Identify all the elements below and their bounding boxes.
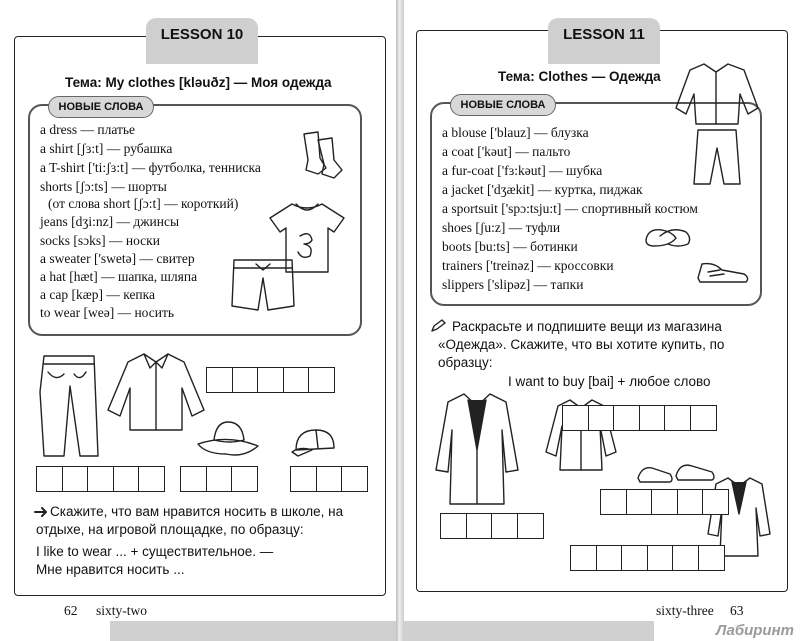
- vocab-word: a sportsuit ['spɔ:tsju:t] — спортивный костюм: [442, 201, 698, 216]
- arrow-icon: [34, 507, 48, 517]
- vocab-word: a hat [hæt] — шапка, шляпа: [40, 269, 198, 284]
- hat-illustration: [194, 418, 262, 460]
- lesson-10-topic: Тема: My clothes [klǝuðz] — Моя одежда: [65, 75, 332, 90]
- left-example-line2: Мне нравится носить ...: [36, 562, 185, 577]
- vocab-word: a sweater ['swetǝ] — свитер: [40, 251, 195, 266]
- page-words-62: sixty-two: [96, 603, 148, 618]
- letter-grid-coat[interactable]: [440, 513, 542, 539]
- lesson-11-title: LESSON 11: [563, 26, 645, 43]
- letter-grid-cap[interactable]: [290, 466, 367, 492]
- vocab-word: a dress — платье: [40, 122, 136, 137]
- right-example: I want to buy [bai] + любое слово: [508, 374, 711, 389]
- right-footer-band: [404, 621, 654, 641]
- letter-grid-blouse[interactable]: [562, 405, 715, 431]
- letter-grid-hat[interactable]: [180, 466, 257, 492]
- vocab-word: shorts [ʃɔ:ts] — шорты: [40, 179, 167, 194]
- slippers-illustration: [642, 222, 694, 250]
- shirt-illustration: [104, 350, 208, 434]
- vocab-word-note: (от слова short [ʃɔ:t] — короткий): [48, 196, 239, 211]
- right-task-line3: образцу:: [438, 355, 493, 370]
- vocab-word: a jacket ['dʒækit] — куртка, пиджак: [442, 182, 643, 197]
- page-number-62: 62: [64, 603, 78, 618]
- new-words-label-left: НОВЫЕ СЛОВА: [48, 96, 154, 118]
- book-spine: [396, 0, 404, 641]
- jeans-illustration: [36, 352, 102, 460]
- cap-illustration: [290, 426, 342, 460]
- lesson-11-topic: Тема: Clothes — Одежда: [498, 69, 661, 84]
- vocab-word: a shirt [ʃɜ:t] — рубашка: [40, 141, 173, 156]
- letter-grid-jeans[interactable]: [36, 466, 164, 492]
- vocab-word: a blouse ['blauz] — блузка: [442, 125, 589, 140]
- letter-grid-jacket[interactable]: [570, 545, 723, 571]
- pencil-icon: [430, 319, 446, 333]
- shorts-illustration: [230, 256, 296, 314]
- vocab-word: slippers ['slipǝz] — тапки: [442, 277, 584, 292]
- vocab-word: a cap [kæp] — кепка: [40, 287, 156, 302]
- left-task-line1: Скажите, что вам нравится носить в школе, на: [50, 504, 344, 519]
- right-page: [404, 0, 800, 641]
- vocab-word: shoes [ʃu:z] — туфли: [442, 220, 561, 235]
- lesson-10-title: LESSON 10: [160, 26, 244, 43]
- right-task-line2: «Одежда». Скажите, что вы хотите купить, по: [438, 337, 725, 352]
- left-footer-band: [110, 621, 396, 641]
- vocab-word: socks [sɔks] — носки: [40, 233, 160, 248]
- vocab-word: boots [bu:ts] — ботинки: [442, 239, 578, 254]
- letter-grid-sweater[interactable]: [206, 367, 334, 393]
- letter-grid-boots[interactable]: [600, 489, 728, 515]
- sportsuit-illustration: [674, 58, 760, 190]
- watermark-logo: Лабиринт: [715, 622, 794, 639]
- coat-illustration: [432, 390, 522, 508]
- vocab-word: a fur-coat ['fɜ:kǝut] — шубка: [442, 163, 603, 178]
- trainers-illustration: [694, 256, 752, 288]
- vocab-word: trainers ['treinǝz] — кроссовки: [442, 258, 614, 273]
- vocab-word: jeans [dʒi:nz] — джинсы: [40, 214, 180, 229]
- right-task-line1: Раскрасьте и подпишите вещи из магазина: [452, 319, 722, 334]
- new-words-label-right: НОВЫЕ СЛОВА: [450, 94, 556, 116]
- vocab-word: to wear [weǝ] — носить: [40, 305, 175, 320]
- left-task-line2: отдыхе, на игровой площадке, по образцу:: [36, 522, 304, 537]
- vocab-word: a coat ['kǝut] — пальто: [442, 144, 571, 159]
- vocab-word: a T-shirt ['ti:ʃɜ:t] — футболка, тенниска: [40, 160, 261, 175]
- socks-illustration: [296, 130, 346, 182]
- page-number-63: 63: [730, 603, 744, 618]
- page-words-63: sixty-three: [656, 603, 714, 618]
- left-page: [0, 0, 396, 641]
- left-example-line1: I like to wear ... + существительное. —: [36, 544, 274, 559]
